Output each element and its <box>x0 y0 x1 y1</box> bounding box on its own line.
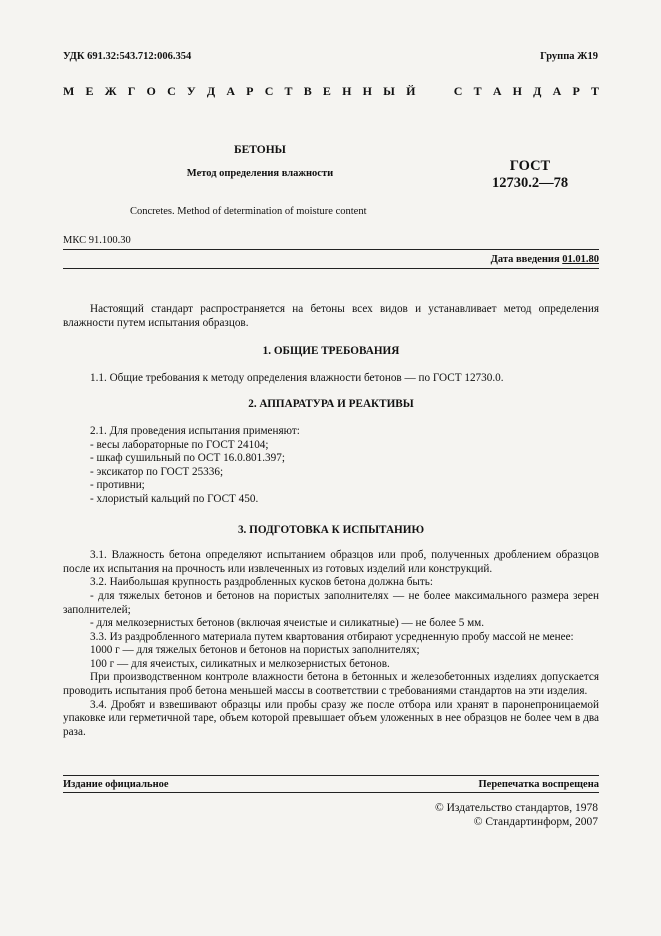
banner-letter: Ж <box>104 84 117 98</box>
banner-letter: Р <box>572 84 580 98</box>
equipment-item: - хлористый кальций по ГОСТ 450. <box>90 492 259 505</box>
english-title: Concretes. Method of determination of moisture content <box>130 206 367 217</box>
group-code: Группа Ж19 <box>540 51 598 62</box>
header-divider <box>63 249 599 250</box>
banner-letter: Г <box>127 84 136 98</box>
copyright-line-1: © Издательство стандартов, 1978 <box>434 802 598 814</box>
document-body <box>63 303 599 739</box>
document-subtitle: Метод определения влажности <box>186 168 334 179</box>
section-1-heading: 1. ОБЩИЕ ТРЕБОВАНИЯ <box>262 345 400 358</box>
banner-letter: С <box>167 84 176 98</box>
paragraph-3-2-b: - для мелкозернистых бетонов (включая ячеистые и силикатные) — не более 5 мм. <box>90 617 485 630</box>
banner-letter: Й <box>406 84 416 98</box>
banner-letter: Ы <box>383 84 395 98</box>
paragraph-3-4: 3.4. Дробят и взвешивают образцы или пробы сразу же после отбора или хранят в паронепроницаемой упаковке или герметичной таре, объем которой превышает объем уложенных в нее образцов не более чем в два раза. <box>63 698 599 738</box>
banner-letter: С <box>264 84 274 98</box>
banner-letter: Д <box>533 84 542 98</box>
paragraph-3-3-a: 1000 г — для тяжелых бетонов и бетонов на пористых заполнителях; <box>90 644 420 657</box>
section-2-heading: 2. АППАРАТУРА И РЕАКТИВЫ <box>248 398 414 411</box>
introduction-date <box>491 254 599 265</box>
banner-letter: Д <box>206 84 216 98</box>
banner-letter: М <box>63 84 75 98</box>
banner-letter: А <box>226 84 235 98</box>
intro-date-label: Дата введения <box>490 254 560 265</box>
banner-letter: С <box>453 84 463 98</box>
paragraph-3-1: 3.1. Влажность бетона определяют испытанием образцов или проб, полученных дроблением образцов после их испытания на прочность или извлеченных из готовых изделий или конструкций. <box>63 549 599 575</box>
document-title: БЕТОНЫ <box>234 144 286 156</box>
paragraph-3-2-a: - для тяжелых бетонов и бетонов на пористых заполнителях — не более максимального размера зерен заполнителей; <box>63 589 599 616</box>
copyright-line-2: © Стандартинформ, 2007 <box>473 816 598 828</box>
equipment-item: - эксикатор по ГОСТ 25336; <box>90 465 224 478</box>
banner-letter: Т <box>473 84 482 98</box>
reprint-prohibited-note: Перепечатка воспрещена <box>478 779 599 790</box>
intro-date-value: 01.01.80 <box>562 254 599 265</box>
banner-letter: У <box>186 84 196 98</box>
equipment-item: - противни; <box>90 479 145 492</box>
udk-code: УДК 691.32:543.712:006.354 <box>63 51 192 62</box>
banner-letter: А <box>552 84 562 98</box>
gost-code: 12730.2—78 <box>491 175 569 191</box>
banner-gap <box>427 84 443 99</box>
intro-paragraph: Настоящий стандарт распространяется на бетоны всех видов и устанавливает метод определения влажности путем испытания образцов. <box>63 303 599 329</box>
banner-letter: Н <box>362 84 372 98</box>
footer-divider <box>63 775 599 776</box>
date-divider <box>63 268 599 269</box>
standard-banner <box>63 84 599 99</box>
paragraph-3-3-b: 100 г — для ячеистых, силикатных и мелкозернистых бетонов. <box>90 657 390 670</box>
paragraph-1-1: 1.1. Общие требования к методу определения влажности бетонов — по ГОСТ 12730.0. <box>90 371 504 384</box>
banner-letter: О <box>146 84 156 98</box>
banner-letter: Н <box>342 84 352 98</box>
banner-letter: Е <box>322 84 331 98</box>
paragraph-3-3: 3.3. Из раздробленного материала путем квартования отбирают усредненную пробу массой не менее: <box>90 630 574 643</box>
gost-number <box>470 158 590 192</box>
banner-letter: В <box>303 84 312 98</box>
equipment-item: - весы лабораторные по ГОСТ 24104; <box>90 438 269 451</box>
paragraph-3-3-c: При производственном контроле влажности бетона в бетонных и железобетонных изделиях допускается проводить испытания проб бетона меньшей массы в соответствии с требованиями стандартов на эти изделия. <box>63 671 599 698</box>
paragraph-2-1: 2.1. Для проведения испытания применяют: <box>90 424 300 437</box>
equipment-item: - шкаф сушильный по ОСТ 16.0.801.397; <box>90 452 285 465</box>
banner-letter: Е <box>85 84 94 98</box>
gost-label: ГОСТ <box>509 158 551 174</box>
banner-letter: А <box>492 84 502 98</box>
official-edition-note: Издание официальное <box>63 779 169 790</box>
mks-code: МКС 91.100.30 <box>63 235 131 246</box>
section-3-heading: 3. ПОДГОТОВКА К ИСПЫТАНИЮ <box>237 523 425 536</box>
banner-letter: Т <box>590 84 599 98</box>
paragraph-3-2: 3.2. Наибольшая крупность раздробленных кусков бетона должна быть: <box>90 576 434 589</box>
banner-letter: Т <box>284 84 293 98</box>
banner-letter: Р <box>246 84 254 98</box>
banner-letter: Н <box>512 84 522 98</box>
footer-bottom-divider <box>63 792 599 793</box>
